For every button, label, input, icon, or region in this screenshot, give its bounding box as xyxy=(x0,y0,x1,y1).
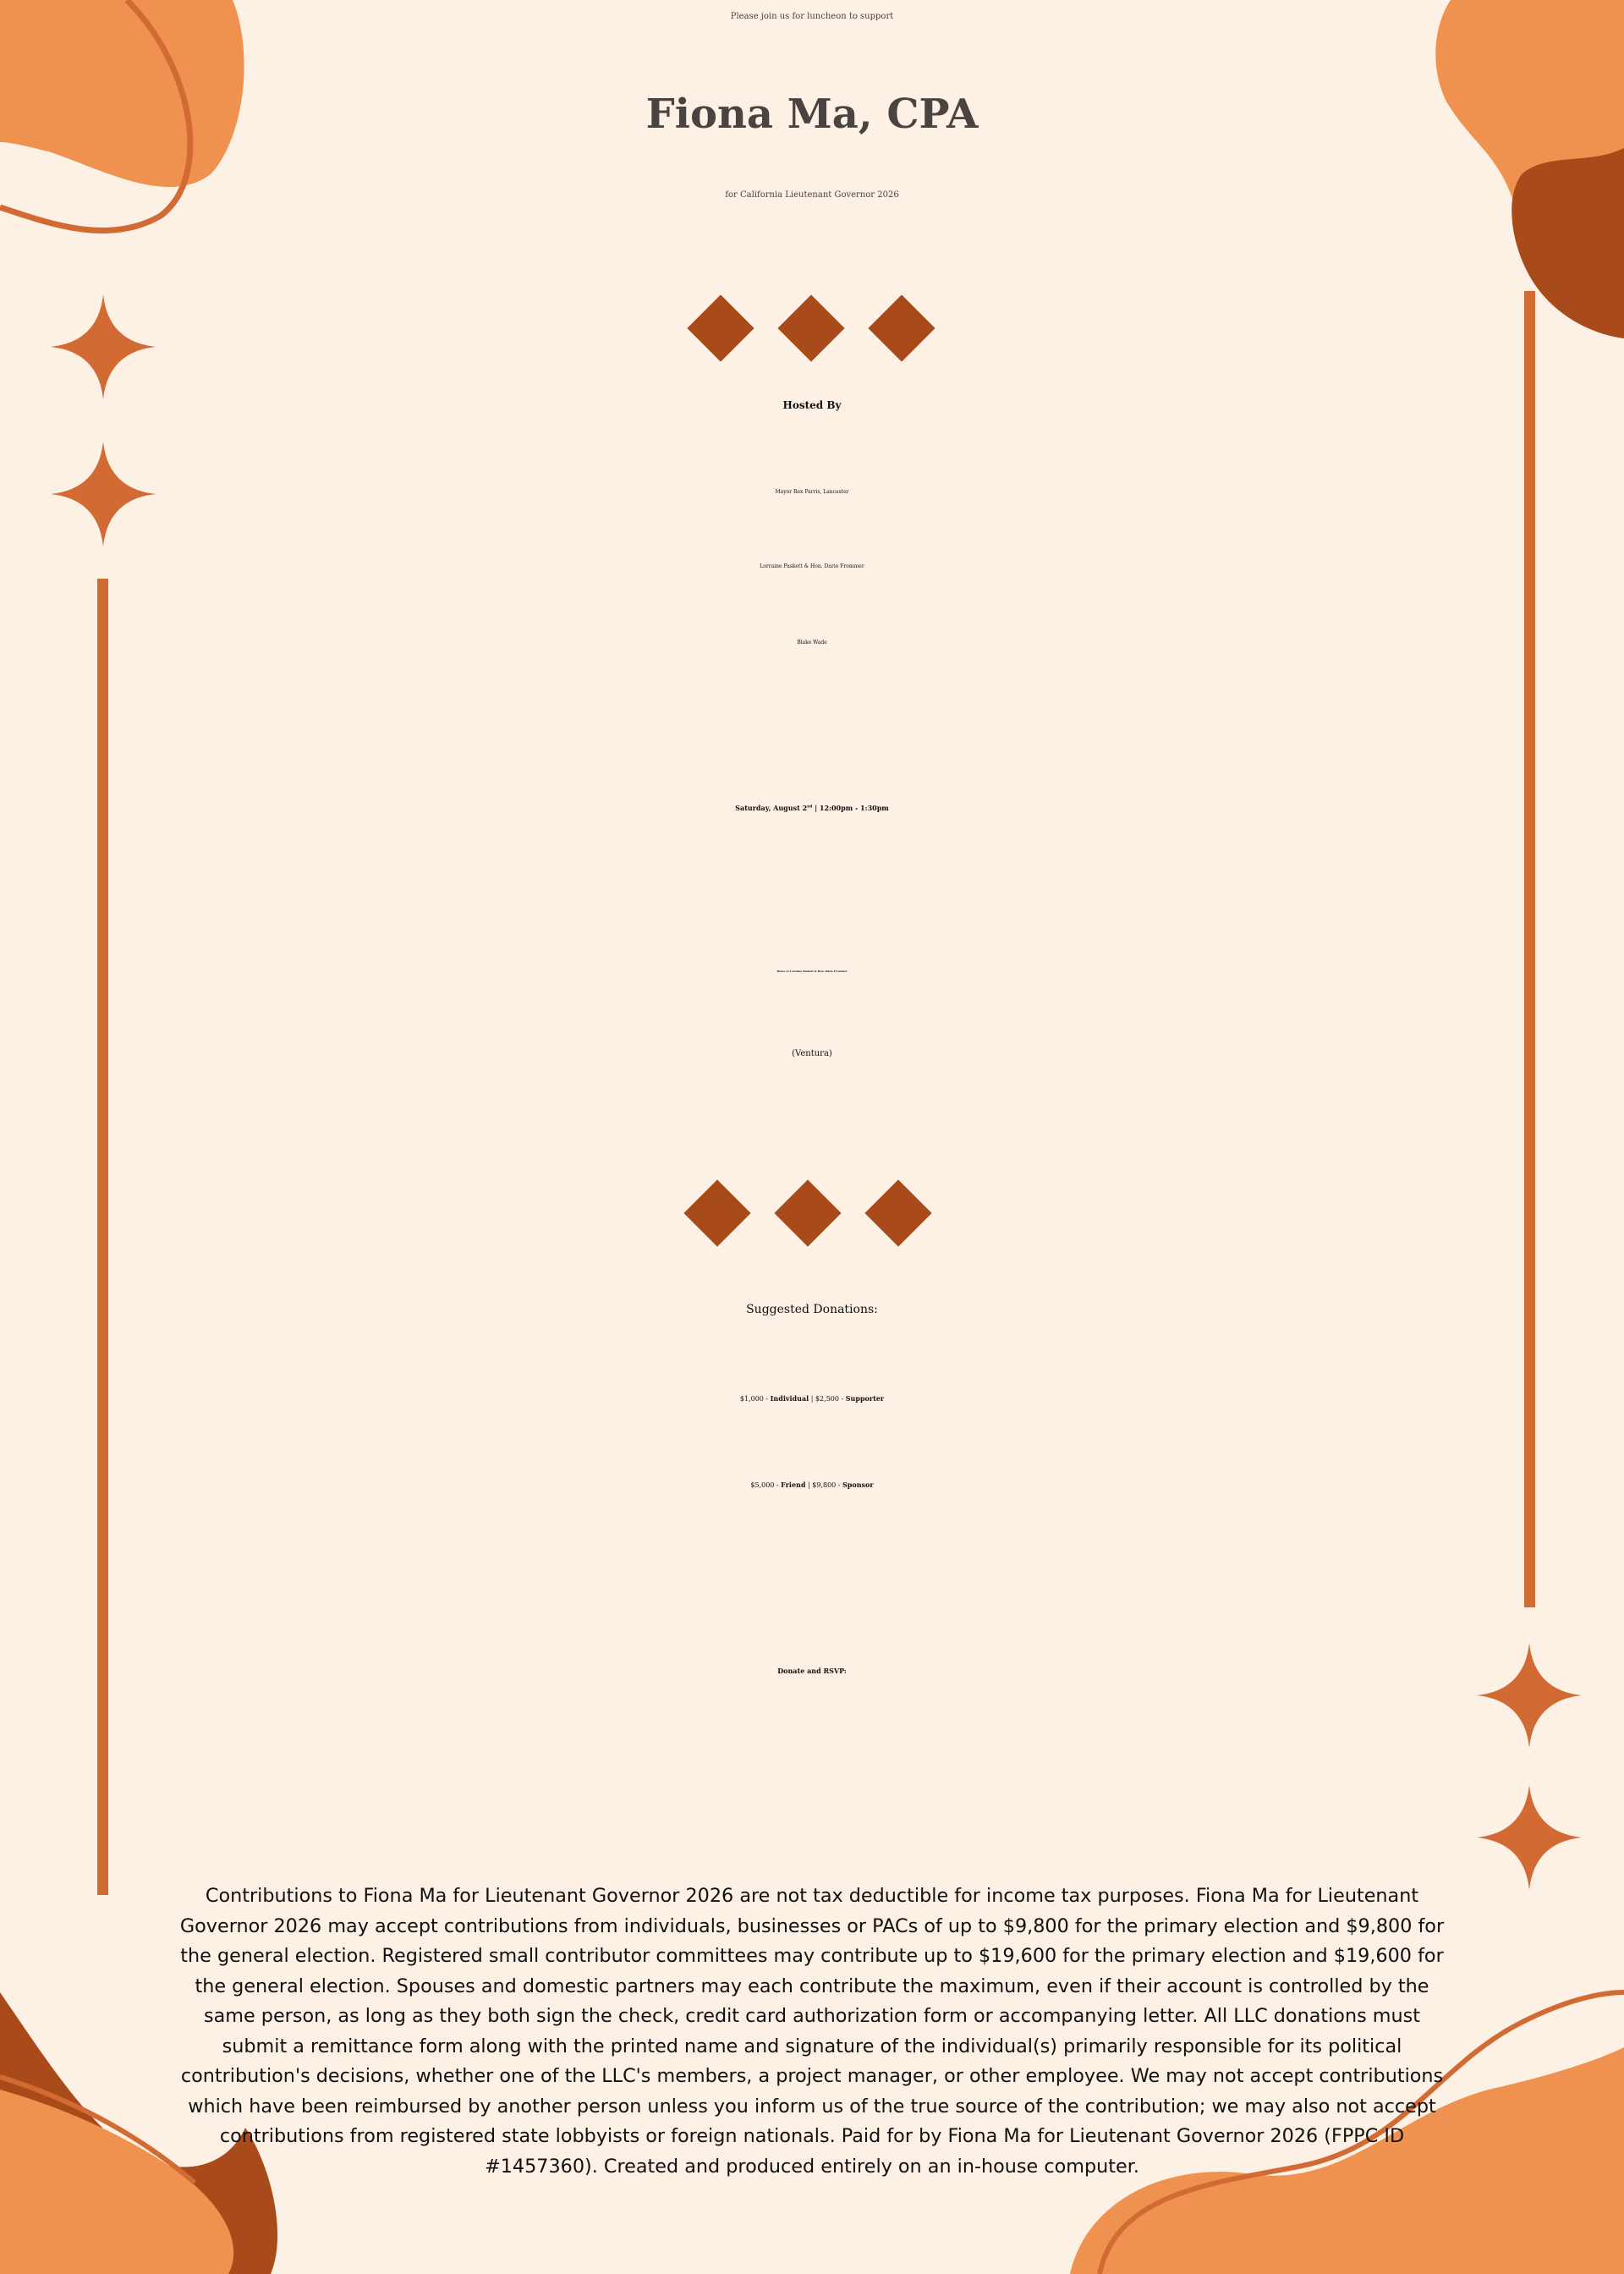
event-date: Saturday, August 2 xyxy=(735,804,808,812)
diamond-icon xyxy=(864,1179,931,1246)
diamond-divider xyxy=(0,1179,1624,1247)
tier-amount: $1,000 - xyxy=(739,1395,771,1403)
candidate-name: Fiona Ma, CPA xyxy=(645,91,979,138)
host-line: Blake Wade xyxy=(797,640,827,645)
event-datetime xyxy=(0,804,1624,812)
event-city: (Ventura) xyxy=(792,1049,832,1058)
diamond-divider xyxy=(0,294,1624,362)
donations-heading: Suggested Donations: xyxy=(746,1303,878,1316)
diamond-icon xyxy=(868,294,935,361)
event-venue: Home of Lorraine Paskett & Hon. Dario Frommer xyxy=(776,969,848,973)
diamond-icon xyxy=(777,294,844,361)
event-time: | 12:00pm - 1:30pm xyxy=(812,804,889,812)
host-line: Mayor Rex Parris, Lancaster xyxy=(775,489,849,495)
hosted-by-heading: Hosted By xyxy=(782,399,842,411)
donation-tiers-row xyxy=(0,1394,1624,1403)
diamond-icon xyxy=(774,1179,841,1246)
diamond-icon xyxy=(683,1179,750,1246)
tier-name: Individual xyxy=(770,1394,809,1403)
intro-text: Please join us for luncheon to support xyxy=(730,12,894,21)
diamond-icon xyxy=(687,294,754,361)
legal-disclaimer: Contributions to Fiona Ma for Lieutenant Governor 2026 are not tax deductible for income tax purposes. Fiona Ma for Lieutenant Governor 2026 may accept contributions from individuals, businesses or PACs of up to $9,800 for the primary election and $9,800 for the general election. Registered small contributor committees may contribute up to $19,600 for the primary election and $19,600 for the general election. Spouses and domestic partners may each contribute the maximum, even if their account is controlled by the same person, as long as they both sign the check, credit card authorization form or accompanying letter. All LLC donations must submit a remittance form along with the printed name and signature of the individual(s) primarily responsible for its political contribution's decisions, whether one of the LLC's members, a project manager, or other employee. We may not accept contributions which have been reimbursed by another person unless you inform us of the true source of the contribution; we may also not accept contributions from registered state lobbyists or foreign nationals. Paid for by Fiona Ma for Lieutenant Governor 2026 (FPPC ID #1457360). Created and produced entirely on an in-house computer. xyxy=(179,1885,1445,2178)
date-ordinal: nd xyxy=(807,805,813,810)
tier-name: Sponsor xyxy=(842,1480,874,1489)
host-line: Lorraine Paskett & Hon. Dario Frommer xyxy=(760,563,864,569)
tier-amount: $5,000 - xyxy=(750,1481,782,1489)
donation-tiers-row xyxy=(0,1480,1624,1489)
tier-amount: | $9,800 - xyxy=(805,1481,843,1489)
office-title: for California Lieutenant Governor 2026 xyxy=(725,190,899,200)
sparkle-icon xyxy=(1477,1643,1582,1748)
rsvp-heading: Donate and RSVP: xyxy=(777,1667,847,1675)
tier-name: Supporter xyxy=(845,1394,885,1403)
sparkle-icon xyxy=(1477,1785,1582,1890)
tier-amount: | $2,500 - xyxy=(809,1395,846,1403)
tier-name: Friend xyxy=(781,1480,806,1489)
